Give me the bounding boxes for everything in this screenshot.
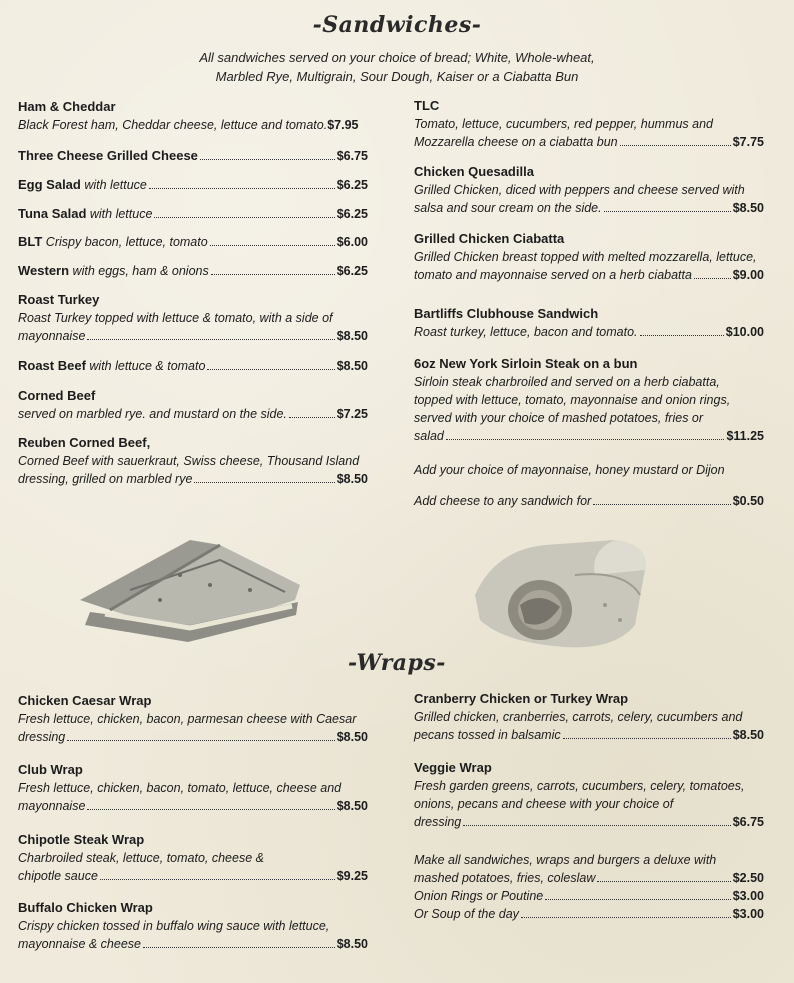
price: $8.50 (336, 799, 368, 813)
price: $7.25 (336, 407, 368, 421)
menu-item-veggie-wrap: Veggie Wrap Fresh garden greens, carrots, cucumbers, celery, tomatoes, onions, pecans and cheese with your choice of dressing $6.75 (414, 760, 764, 829)
wraps-title: -Wraps- (348, 650, 446, 676)
sandwiches-intro (0, 48, 794, 86)
menu-item-three-cheese: Three Cheese Grilled Cheese $6.75 (18, 148, 368, 163)
price: $6.25 (336, 207, 368, 221)
menu-item-tlc: TLC Tomato, lettuce, cucumbers, red pepper, hummus and Mozzarella cheese on a ciabatta bun $7.75 (414, 98, 764, 149)
menu-item-corned-beef: Corned Beef served on marbled rye. and mustard on the side. $7.25 (18, 388, 368, 421)
price: $6.25 (336, 178, 368, 192)
menu-item-blt: BLT Crispy bacon, lettuce, tomato $6.00 (18, 234, 368, 249)
menu-item-tuna-salad: Tuna Salad with lettuce $6.25 (18, 206, 368, 221)
price: $2.50 (732, 871, 764, 885)
menu-item-cranberry-wrap: Cranberry Chicken or Turkey Wrap Grilled chicken, cranberries, carrots, celery, cucumbers and pecans tossed in balsamic $8.50 (414, 691, 764, 742)
price: $8.50 (336, 359, 368, 373)
menu-item-sirloin-steak: 6oz New York Sirloin Steak on a bun Sirloin steak charbroiled and served on a herb ciabatta, topped with lettuce, tomato, mayonnaise and onion rings, served with your choice of mashed potatoes, fries or salad $11.25 (414, 356, 764, 443)
price: $3.00 (732, 907, 764, 921)
intro-line-1: All sandwiches served on your choice of bread; White, Whole-wheat, (199, 50, 595, 65)
menu-item-ham-cheddar: Ham & Cheddar Black Forest ham, Cheddar cheese, lettuce and tomato. $7.95 (18, 99, 359, 132)
price: $9.00 (732, 268, 764, 282)
sandwich-illustration (70, 530, 310, 650)
price: $6.25 (336, 264, 368, 278)
price: $8.50 (336, 937, 368, 951)
price: $8.50 (732, 201, 764, 215)
price: $6.75 (336, 149, 368, 163)
price: $7.95 (327, 118, 359, 132)
menu-item-western: Western with eggs, ham & onions $6.25 (18, 263, 368, 278)
price: $7.75 (732, 135, 764, 149)
menu-item-chicken-quesadilla: Chicken Quesadilla Grilled Chicken, diced with peppers and cheese served with salsa and sour cream on the side. $8.50 (414, 164, 764, 215)
price: $8.50 (336, 472, 368, 486)
menu-item-buffalo-chicken-wrap: Buffalo Chicken Wrap Crispy chicken tossed in buffalo wing sauce with lettuce, mayonnaise & cheese $8.50 (18, 900, 368, 951)
price: $6.75 (732, 815, 764, 829)
price: $3.00 (732, 889, 764, 903)
price: $8.50 (336, 329, 368, 343)
price: $9.25 (336, 869, 368, 883)
deluxe-options: Make all sandwiches, wraps and burgers a deluxe with mashed potatoes, fries, coleslaw $2.50 Onion Rings or Poutine $3.00 Or Soup of the day $3.00 (414, 853, 764, 921)
price: $11.25 (726, 429, 764, 443)
menu-item-club-wrap: Club Wrap Fresh lettuce, chicken, bacon, tomato, lettuce, cheese and mayonnaise $8.50 (18, 762, 368, 813)
menu-item-chipotle-steak-wrap: Chipotle Steak Wrap Charbroiled steak, lettuce, tomato, cheese & chipotle sauce $9.25 (18, 832, 368, 883)
price: $8.50 (336, 730, 368, 744)
menu-item-clubhouse: Bartliffs Clubhouse Sandwich Roast turkey, lettuce, bacon and tomato. $10.00 (414, 306, 764, 339)
menu-item-egg-salad: Egg Salad with lettuce $6.25 (18, 177, 368, 192)
menu-item-grilled-chicken-ciabatta: Grilled Chicken Ciabatta Grilled Chicken breast topped with melted mozzarella, lettuce, tomato and mayonnaise served on a herb ciabatta $9.00 (414, 231, 764, 282)
sandwiches-title: -Sandwiches- (312, 12, 482, 38)
menu-item-roast-beef: Roast Beef with lettuce & tomato $8.50 (18, 358, 368, 373)
note-mayo: Add your choice of mayonnaise, honey mustard or Dijon (414, 463, 725, 477)
menu-item-chicken-caesar-wrap: Chicken Caesar Wrap Fresh lettuce, chicken, bacon, parmesan cheese with Caesar dressing $8.50 (18, 693, 368, 744)
price: $6.00 (336, 235, 368, 249)
intro-line-2: Marbled Rye, Multigrain, Sour Dough, Kaiser or a Ciabatta Bun (215, 69, 579, 84)
note-add-cheese: Add cheese to any sandwich for $0.50 (414, 494, 764, 508)
price: $8.50 (732, 728, 764, 742)
wrap-illustration (465, 535, 665, 660)
menu-item-roast-turkey: Roast Turkey Roast Turkey topped with lettuce & tomato, with a side of mayonnaise $8.50 (18, 292, 368, 343)
price: $0.50 (732, 494, 764, 508)
menu-item-reuben: Reuben Corned Beef, Corned Beef with sauerkraut, Swiss cheese, Thousand Island dressing, grilled on marbled rye $8.50 (18, 435, 368, 486)
price: $10.00 (725, 325, 764, 339)
